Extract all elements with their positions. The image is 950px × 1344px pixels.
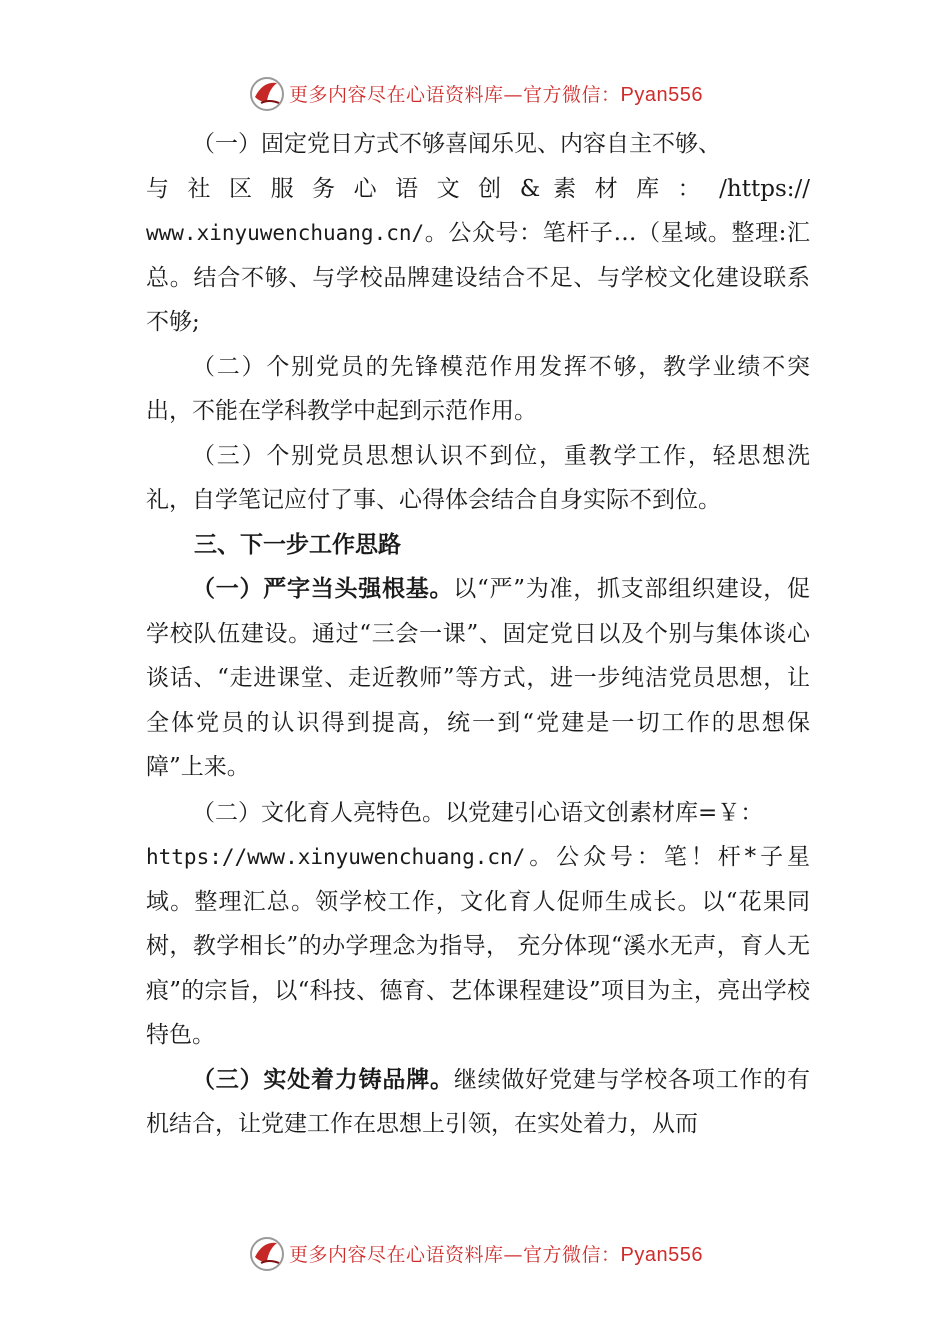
paragraph-1-url: www.xinyuwenchuang.cn/ (146, 221, 425, 245)
banner-text: 更多内容尽在心语资料库—官方微信： (289, 83, 621, 106)
header-banner (0, 71, 950, 115)
paragraph-4 (146, 567, 810, 790)
paragraph-6-lead: （三）实处着力铸品牌。 (192, 1066, 454, 1093)
banner-wechat-id: Pyan556 (620, 1243, 703, 1266)
paragraph-5-text: 。公众号：笔！杆*子星域。整理汇总。领学校工作，文化育人促师生成长。以“花果同树，教学相长”的办学理念为指导， 充分体现“溪水无声，育人无痕”的宗旨，以“科技、德育、艺体课程建设”项目为主，亮出学校特色。 (146, 844, 810, 1048)
paragraph-3: （三）个别党员思想认识不到位，重教学工作，轻思想洗礼，自学笔记应付了事、心得体会结合自身实际不到位。 (146, 442, 810, 513)
paragraph-1-line-2: 与 社 区 服 务 心 语 文 创 & 素 材 库 ： /https:// (146, 175, 810, 202)
paragraph-1-text: 。公众号：笔杆子…（星域。整理:汇总。结合不够、与学校品牌建设结合不足、与学校文化建设联系不够; (146, 220, 810, 335)
paragraph-5-url: https://www.xinyuwenchuang.cn/ (146, 845, 526, 869)
paragraph-6-text: 继续做好党建与学校各项工作的有机结合，让党建工作在思想上引领，在实处着力，从而 (146, 1066, 811, 1137)
banner-text: 更多内容尽在心语资料库—官方微信： (289, 1243, 621, 1266)
section-heading-3: 三、下一步工作思路 (194, 531, 401, 558)
seal-logo-icon (247, 73, 287, 113)
paragraph-5-rest (146, 835, 810, 1058)
banner-wechat-id: Pyan556 (620, 83, 703, 106)
paragraph-1-rest (146, 211, 810, 345)
paragraph-6 (146, 1058, 810, 1147)
seal-logo-icon (247, 1233, 287, 1273)
paragraph-2: （二）个别党员的先锋模范作用发挥不够，教学业绩不突出，不能在学科教学中起到示范作用。 (146, 353, 810, 424)
paragraph-1-line-1: （一）固定党日方式不够喜闻乐见、内容自主不够、 (192, 131, 721, 157)
paragraph-5-line-1: （二）文化育人亮特色。以党建引心语文创素材库=￥： (192, 799, 764, 826)
paragraph-4-text: 以“严”为准，抓支部组织建设，促学校队伍建设。通过“三会一课”、固定党日以及个别与集体谈心谈话、“走进课堂、走近教师”等方式，进一步纯洁党员思想，让全体党员的认识得到提高，统一到“党建是一切工作的思想保障”上来。 (146, 576, 810, 780)
document-body (146, 122, 810, 1147)
footer-banner (0, 1231, 950, 1275)
paragraph-4-lead: （一）严字当头强根基。 (192, 576, 454, 602)
